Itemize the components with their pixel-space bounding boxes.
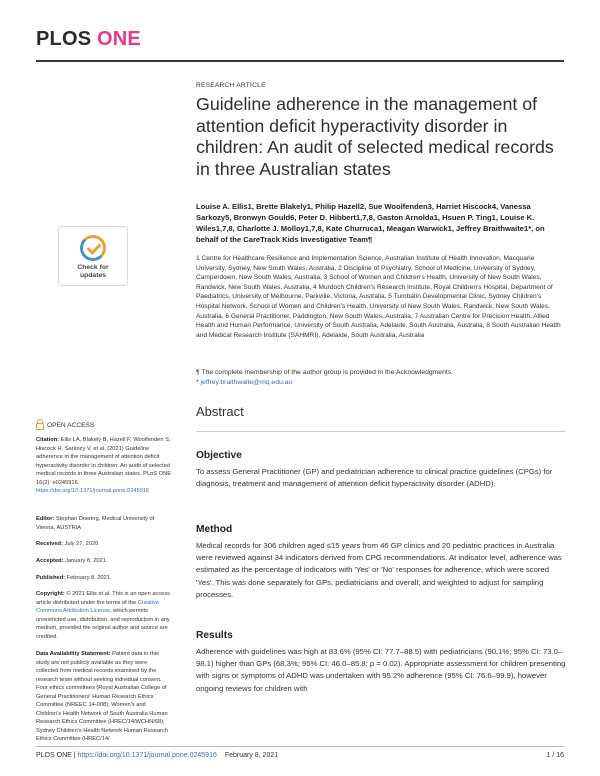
footer-journal: PLOS ONE (36, 752, 72, 759)
journal-logo (36, 28, 141, 51)
results-heading: Results (196, 630, 233, 641)
copyright-text: © 2021 Ellis et al. This is an open access article distributed under the terms of the (36, 591, 171, 606)
open-access-label (36, 420, 94, 430)
open-lock-icon (36, 423, 44, 430)
data-availability-text: Patient data in this study are not publicly available as they were collected from medical records examined by the research team without seeking individual consent. Four ethics committees (Royal Australian College of General Practitioners' Human Research Ethics Committee (NREEC 14-008); Women's and Children's Health Network of South Australia Human Research Ethics Committee (HREC/14/WCHN/68); Sydney Children's Health Network Human Research Ethics Committee (HREC/14/ (36, 651, 168, 742)
citation-text: Ellis LA, Blakely B, Hazell P, Woolfenden S, Hiscock H, Sarkozy V, et al. (2021) Guideline adherence in the management of attention deficit hyperactivity disorder in children: An audit of selected medical records in three Australian states. PLoS ONE 16(2): e0245916. (36, 437, 171, 486)
footer-doi-link[interactable]: https://doi.org/10.1371/journal.pone.0245916 (77, 752, 217, 759)
page-footer (36, 752, 278, 759)
accepted-block (36, 557, 171, 566)
corresponding-email-link[interactable]: jeffrey.braithwaite@mq.edu.au (200, 379, 293, 386)
method-heading: Method (196, 524, 233, 535)
editor-block (36, 515, 171, 532)
copyright-text-tail: , which permits unrestricted use, distribution, and reproduction in any medium, provided the original author and source are credited. (36, 608, 170, 640)
data-availability-label: Data Availability Statement: (36, 651, 111, 657)
received-block (36, 540, 171, 549)
corresponding-email-line (196, 378, 566, 388)
method-text: Medical records for 306 children aged ≤15 years from 46 GP clinics and 20 pediatric practices in Australia were reviewed against 34 indicators derived from CPG recommendations. At indicator level, adherence was estimated as the percentage of indicators with 'Yes' or 'No' responses for adherence, which were scored 'Yes'. This was done separately for GPs, pediatricians and overall; and weighted to adjust for sampling processes. (196, 541, 562, 599)
badge-line2: updates (79, 272, 107, 279)
footer-rule (36, 746, 564, 747)
email-prefix: * (196, 379, 201, 386)
results-text: Adherence with guidelines was high at 83.6% (95% CI: 77.7–88.5) with pediatricians (90.1%; 95% CI: 73.0–98.1) higher than GPs (68.3%; 95% CI: 46.0–85.8; p = 0.02). Appropriate assessment for children presenting with signs or symptoms of ADHD was undertaken with 95.2% adherence (95% CI: 76.6–99.9), however ongoing reviews for children with (196, 647, 566, 693)
data-availability-block (36, 650, 171, 744)
logo-plos: PLOS (36, 28, 92, 50)
published-block (36, 574, 171, 583)
badge-label (77, 264, 108, 280)
affiliations: 1 Centre for Healthcare Resilience and Implementation Science, Australian Institute of Health Innovation, Macquarie University, Sydney, New South Wales, Australia, 2 Discipline of Psychiatry, School of Medicine, University of Sydney, Camperdown, New South Wales, Australia, 3 School of Women and Children's Health, University of New South Wales, Randwick, New South Wales, Australia, 4 Murdoch Children's Research Institute, Royal Children's Hospital, Department of Paediatrics, University of Melbourne, Parkville, Victoria, Australia, 5 Tumbatin Developmental Clinic, Sydney Children's Hospital Network, School of Women and Children's Health, University of New South Wales, Randwick, New South Wales, Australia, 6 General Practitioner, Paddington, New South Wales, Australia, 7 Australian Centre for Precision Health, Allied Health and Human Performance, University of South Australia, Adelaide, South Australia, Australia, 8 South Australian Health and Medical Research Institute (SAHMRI), Adelaide, South Australia, Australia (196, 255, 561, 339)
citation-label: Citation: (36, 437, 60, 443)
abstract-divider (196, 431, 566, 432)
footer-date: February 8, 2021 (224, 752, 279, 759)
accepted-date: January 8, 2021 (65, 558, 106, 564)
check-updates-icon (80, 235, 106, 261)
citation-doi-link[interactable]: https://doi.org/10.1371/journal.pone.0245916 (36, 488, 150, 494)
logo-one: ONE (97, 28, 141, 50)
copyright-block (36, 590, 171, 641)
badge-line1: Check for (77, 264, 109, 271)
copyright-label: Copyright: (36, 591, 65, 597)
author-list: Louise A. Ellis1, Brette Blakely1, Philip Hazell2, Sue Woolfenden3, Harriet Hiscock4, Vanessa Sarkozy5, Bronwyn Gould6, Peter D. Hibbert1,7,8, Gaston Arnolda1, Hsuen P. Ting1, Louise K. Wiles1,7,8, Charlotte J. Molloy1,7,8, Kate Churruca1, Meagan Warwick1, Jeffrey Braithwaite1*, on behalf of the CareTrack Kids Investigative Team¶ (196, 202, 545, 244)
received-label: Received: (36, 541, 63, 547)
article-title: Guideline adherence in the management of attention deficit hyperactivity disorder in children: An audit of selected medical records in three Australian states (196, 94, 554, 179)
page-number: 1 / 16 (546, 752, 564, 759)
published-date: February 8, 2021 (66, 575, 110, 581)
editor-text: Stephan Doering, Medical University of Vienna, AUSTRIA (36, 516, 155, 531)
editor-label: Editor: (36, 516, 55, 522)
header-rule (36, 60, 564, 62)
article-type: RESEARCH ARTICLE (196, 82, 266, 89)
accepted-label: Accepted: (36, 558, 64, 564)
citation-block (36, 436, 171, 496)
footer-separator: | (71, 752, 78, 759)
check-for-updates-badge[interactable] (58, 226, 128, 286)
membership-note: ¶ The complete membership of the author group is provided in the Acknowledgments. (196, 369, 454, 376)
open-access-text: OPEN ACCESS (47, 421, 95, 429)
objective-text: To assess General Practitioner (GP) and pediatrician adherence to clinical practice guidelines (CPGs) for diagnosis, treatment and management of attention deficit hyperactivity disorder (ADHD). (196, 467, 553, 489)
objective-heading: Objective (196, 450, 242, 461)
published-label: Published: (36, 575, 66, 581)
cc-license-link[interactable]: Creative Commons Attribution License (36, 599, 159, 614)
received-date: July 27, 2020 (64, 541, 99, 547)
author-notes (196, 368, 566, 388)
abstract-heading: Abstract (196, 404, 244, 419)
